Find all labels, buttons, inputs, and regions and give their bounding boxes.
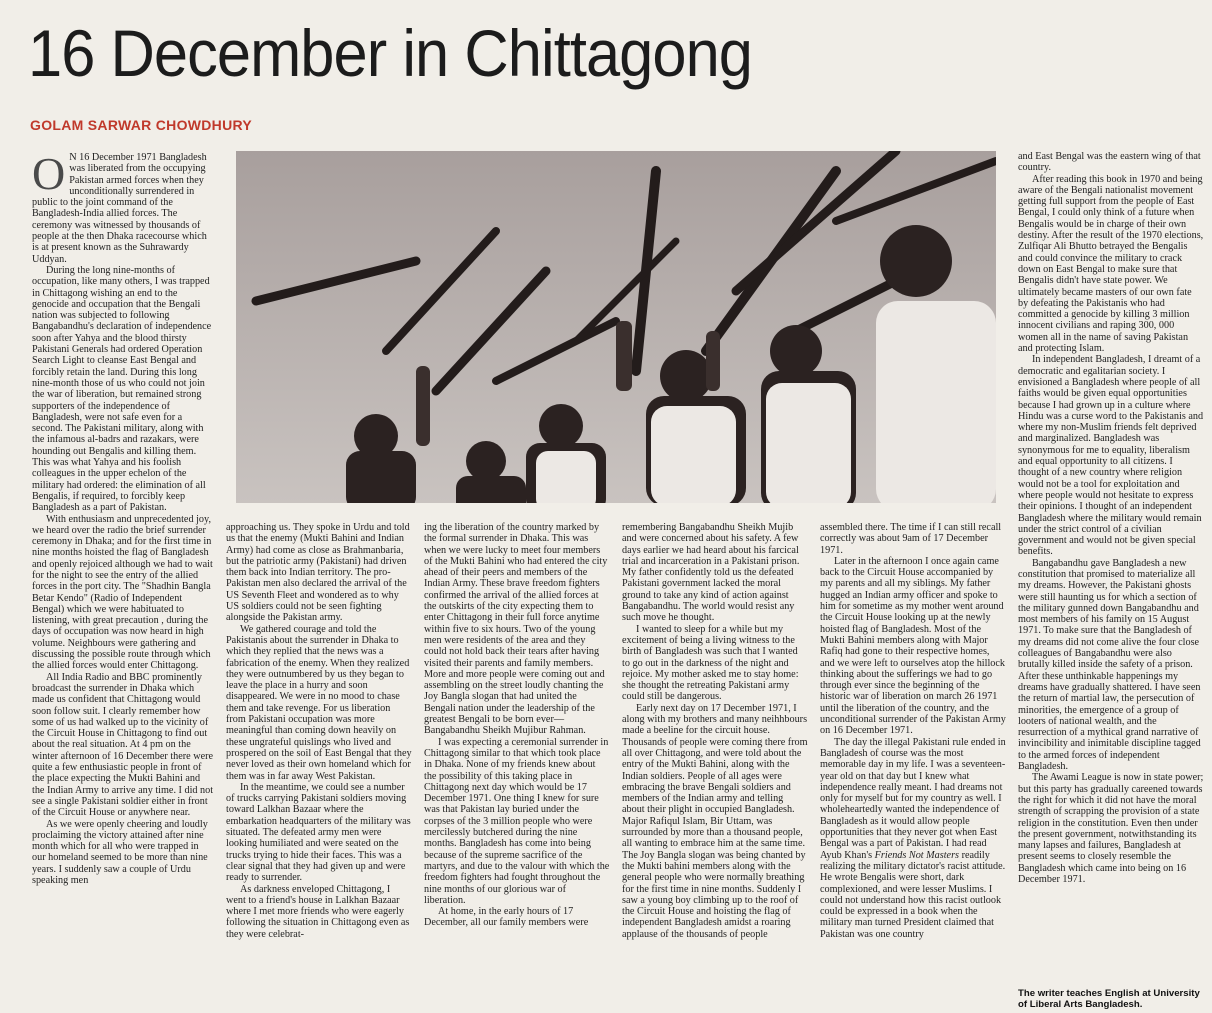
freedom-fighters-photo bbox=[236, 151, 996, 503]
paragraph-text: The day the illegal Pakistani rule ended in Bangladesh of course was the most memorable day in my life. I was a seventeen-year old on that day but I knew what independence really meant. I had dreams not only for myself but for my country as well. I wholeheartedly wanted the independence of Bangladesh as it would allow people opportunities that they never got when East Bengal was a part of Pakistan. I had read Ayub Khan's bbox=[820, 736, 1006, 861]
paragraph bbox=[820, 737, 1006, 940]
paragraph: approaching us. They spoke in Urdu and told us that the enemy (Mukti Bahini and Indian Army) had come as close as Brahmanbaria, but the patriotic army (Pakistani) had driven them back into Indian territory. The pro-Pakistan men also declared the arrival of the US Seventh Fleet and wondered as to why US soldiers could not be seen fighting alongside the Pakistan army. bbox=[226, 522, 410, 624]
paragraph: I was expecting a ceremonial surrender in Chittagong similar to that which took place in Dhaka. None of my friends knew about the possibility of this taking place in Chittagong next day which would be 17 December 1971. One thing I knew for sure was that Pakistan lay buried under the corpses of the 3 million people who were mercilessly butchered during the nine months. Bangladesh has come into being because of the supreme sacrifice of the martyrs, and due to the valour with which the freedom fighters had fought throughout the nine months of our glorious war of liberation. bbox=[424, 736, 610, 906]
paragraph-text: N 16 December 1971 Bangladesh was liberated from the occupying Pakistan armed forces when they unconditionally surrendered in public to the joint command of the Bangladesh-India allied forces. The ceremony was witnessed by thousands of people at the then Dhaka racecourse which is at present known as the Suhrawardy Uddyan. bbox=[32, 152, 207, 265]
paragraph: assembled there. The time if I can still recall correctly was about 9am of 17 December 1971. bbox=[820, 522, 1002, 556]
article-title: 16 December in Chittagong bbox=[28, 16, 752, 90]
paragraph: and East Bengal was the eastern wing of that country. bbox=[1018, 151, 1201, 174]
paragraph: I wanted to sleep for a while but my excitement of being a living witness to the birth of Bangladesh was such that I wanted to go out in the darkness of the night and rejoice. My mother asked me to stay home: she thought the retreating Pakistani army could still be dangerous. bbox=[622, 623, 799, 703]
paragraph: remembering Bangabandhu Sheikh Mujib and were concerned about his safety. A few days earlier we had heard about his farcical trial and incarceration in a Pakistani prison. My father confidently told us the defeated Pakistani government lacked the moral ground to take any kind of action against Bangabandhu. The world would resist any such move he thought. bbox=[622, 522, 800, 624]
paragraph: Bangabandhu gave Bangladesh a new constitution that promised to materialize all my dreams. However, the Pakistani ghosts were still haunting us for which a section of the military gunned down Bangabandhu and most members of his family on 15 August 1971. To make sure that the Bangladesh of my dreams did not come alive the four close colleagues of Bangabandhu were also brutally killed inside the safety of a prison. After these unthinkable happenings my dreams have gradually shattered. I have seen the return of martial law, the persecution of minorities, the emergence of a group of looters of national wealth, and the resurrection of a mythical grand narrative of invincibility and inimitable discipline tagged to the armed forces of independent Bangladesh. bbox=[1018, 557, 1201, 773]
paragraph: During the long nine-months of occupation, like many others, I was trapped in Chittagong wishing an end to the genocide and occupation that the Bengali nation was subjected to following Bangabandhu's declaration of independence soon after Yahya and the blood thirsty Pakistani Generals had ordered Operation Search Light to cleanse East Bengal and forcibly retain the land. During this long nine-month those of us who could not join the war of liberation, but remained strong supporters of the independence of Bangladesh, were not safe even for a second. The Pakistani military, along with the infamous al-badrs and razakars, were hounding out Bengalis and killing them. This was what Yahya and his foolish colleagues in the upper echelon of the military had ordered: the elimination of all Bengalis, if required, to forcibly keep Bangladesh as a part of Pakistan. bbox=[32, 264, 212, 514]
article-column-2 bbox=[226, 522, 412, 1012]
writer-note: The writer teaches English at University of Liberal Arts Bangladesh. bbox=[1018, 988, 1200, 1010]
paragraph: In independent Bangladesh, I dreamt of a democratic and egalitarian society. I envisioned a Bangladesh where people of all faiths would be given equal opportunities because I had grown up in a culture where Hindu was a curse word to the Pakistanis and where my non-Muslim friends felt deprived and marginalized. Bangladesh was synonymous for me to equality, liberalism and equal opportunity to all citizens. I thought of a new country where religion would not be a tool for exploitation and where people would not hesitate to express their opinions. I thought of an independent Bangladesh where the military would remain under the strict control of a civilian government and would not be given special benefits. bbox=[1018, 354, 1204, 558]
article-column-4 bbox=[622, 522, 808, 1012]
paragraph: At home, in the early hours of 17 December, all our family members were bbox=[424, 906, 589, 929]
article-column-6 bbox=[1018, 151, 1204, 986]
paragraph: As we were openly cheering and loudly proclaiming the victory attained after nine month which for all who were trapped in our homeland seemed to be more than nine years. I suddenly saw a couple of Urdu speaking men bbox=[32, 818, 208, 886]
article-column-3 bbox=[424, 522, 610, 1012]
paragraph: In the meantime, we could see a number of trucks carrying Pakistani soldiers moving toward Lalkhan Bazaar where the embarkation headquarters of the military was situated. The defeated army men were looking humiliated and were seated on the trucks trying to hide their faces. This was a clear signal that they had given up and were ready to surrender. bbox=[226, 781, 411, 884]
drop-cap: O bbox=[32, 152, 66, 199]
paragraph: With enthusiasm and unprecedented joy, we heard over the radio the brief surrender ceremony in Dhaka; and for the first time in nine months hoisted the flag of Bangladesh and openly rejoiced although we had to wait for the night to see the entry of the allied forces in the port city. The "Shadhin Bangla Betar Kendo" (Radio of Independent Bengal) which we were habituated to listening, with great precaution , during the days of occupation was now heard in high volume. Neighbours were gathering and discussing the possible route through which the allied forces would enter Chittagong. bbox=[32, 513, 213, 672]
paragraph: Later in the afternoon I once again came back to the Circuit House accompanied by my parents and all my siblings. My father hugged an Indian army officer and spoke to him for sometime as my mother went around the Circuit House looking up at the newly hoisted flag of Bangladesh. Most of the Mukti Bahini members along with Major Rafiq had gone to their respective homes, and we were left to ourselves atop the hillock thinking about the sufferings we had to go through ever since the beginning of the historic war of liberation on march 26 1971 until the liberation of the country, and the unconditional surrender of the Pakistan Army on 16 December 1971. bbox=[820, 555, 1006, 737]
paragraph: ing the liberation of the country marked by the formal surrender in Dhaka. This was when we were lucky to meet four members of the Mukti Bahini who had entered the city ahead of their peers and members of the Indian Army. These brave freedom fighters confirmed the arrival of the allied forces at the outskirts of the city expecting them to enter Chittagong in their full force anytime within five to six hours. Two of the young men were residents of the area and they could not hold back their tears after having visited their parents and family members. More and more people were coming out and assembling on the street loudly chanting the Joy Bangla slogan that had united the Bengali nation under the leadership of the greatest Bengali to be born ever—Bangabandhu Sheikh Mujibur Rahman. bbox=[424, 522, 608, 737]
article-byline: GOLAM SARWAR CHOWDHURY bbox=[30, 117, 253, 133]
paragraph: After reading this book in 1970 and being aware of the Bengali nationalist movement getting full support from the people of East Bengal, I could only think of a future when Bengalis would be in charge of their own destiny. After the result of the 1970 elections, Zulfiqar Ali Bhutto betrayed the Bengalis and could convince the military to crack down on East Bengal to make sure that Bengalis didn't have state power. We ultimately became masters of our own fate by defeating the Pakistanis who had committed a genocide by killing 3 million innocent civilians and raping 300, 000 women all in the name of saving Pakistan and protecting Islam. bbox=[1018, 173, 1204, 355]
paragraph: Early next day on 17 December 1971, I along with my brothers and many neihhbours made a beeline for the circuit house. Thousands of people were coming there from all over Chittagong, and were told about the entry of the Mukti Bahini, along with the Indian soldiers. People of all ages were embracing the brave Bengali soldiers and members of the Indian army and telling about their plight in occupied Bangladesh. Major Rafiqul Islam, Bir Uttam, was surrounded by more than a thousand people, all wanting to embrace him at the same time. The Joy Bangla slogan was being chanted by the Mukti bahini members along with the general people who were normally breathing for the first time in nine months. Suddenly I saw a young boy climbing up to the roof of the Circuit House and hoisting the flag of independent Bangladesh amidst a roaring applause of the thousands of people bbox=[622, 702, 808, 940]
article-column-1 bbox=[32, 152, 214, 1012]
paragraph: We gathered courage and told the Pakistanis about the surrender in Dhaka to which they replied that the news was a fabrication of the enemy. When they realized they were outnumbered by us they began to leave the place in a hurry and soon disappeared. We were in no mood to chase them and take revenge. For us liberation from Pakistani occupation was more meaningful than coming down heavily on these ungrateful quislings who lived and prospered on the soil of East Bengal that they never loved as their own homeland which for them was in far away West Pakistan. bbox=[226, 623, 412, 782]
paragraph: The Awami League is now in state power; but this party has gradually careened towards the right for which it did not have the moral strength of scrapping the provision of a state religion in the constitution. Even then under the present government, notwithstanding its many lapses and failures, Bangladesh at present seems to closely resemble the Bangladesh which came into being on 16 December 1971. bbox=[1018, 772, 1204, 885]
article-photo bbox=[236, 151, 996, 503]
book-title: Friends Not Masters bbox=[874, 849, 960, 861]
paragraph: As darkness enveloped Chittagong, I went to a friend's house in Lalkhan Bazaar where I met more friends who were eagerly following the situation in Chittagong even as they were celebrat- bbox=[226, 883, 410, 940]
paragraph bbox=[32, 152, 214, 265]
article-column-5 bbox=[820, 522, 1006, 1012]
paragraph-text: readily realizing the military dictator's racist attitude. He wrote Bengalis were short, dark complexioned, and were lesser Muslims. I could not understand how this racist outlook could be expressed in a book when the military man turned President claimed that Pakistan was one country bbox=[820, 849, 1006, 940]
paragraph: All India Radio and BBC prominently broadcast the surrender in Dhaka which made us confident that Chittagong would soon follow suit. I clearly remember how some of us had walked up to the vicinity of the Circuit House in Chittagong to find out about the real situation. At 4 pm on the winter afternoon of 16 December there were quite a few enthusiastic people in front of the place expecting the Mukti Bahini and the Indian Army to arrive any time. I did not see a single Pakistani soldier either in front of the Circuit House or anywhere near. bbox=[32, 671, 214, 819]
